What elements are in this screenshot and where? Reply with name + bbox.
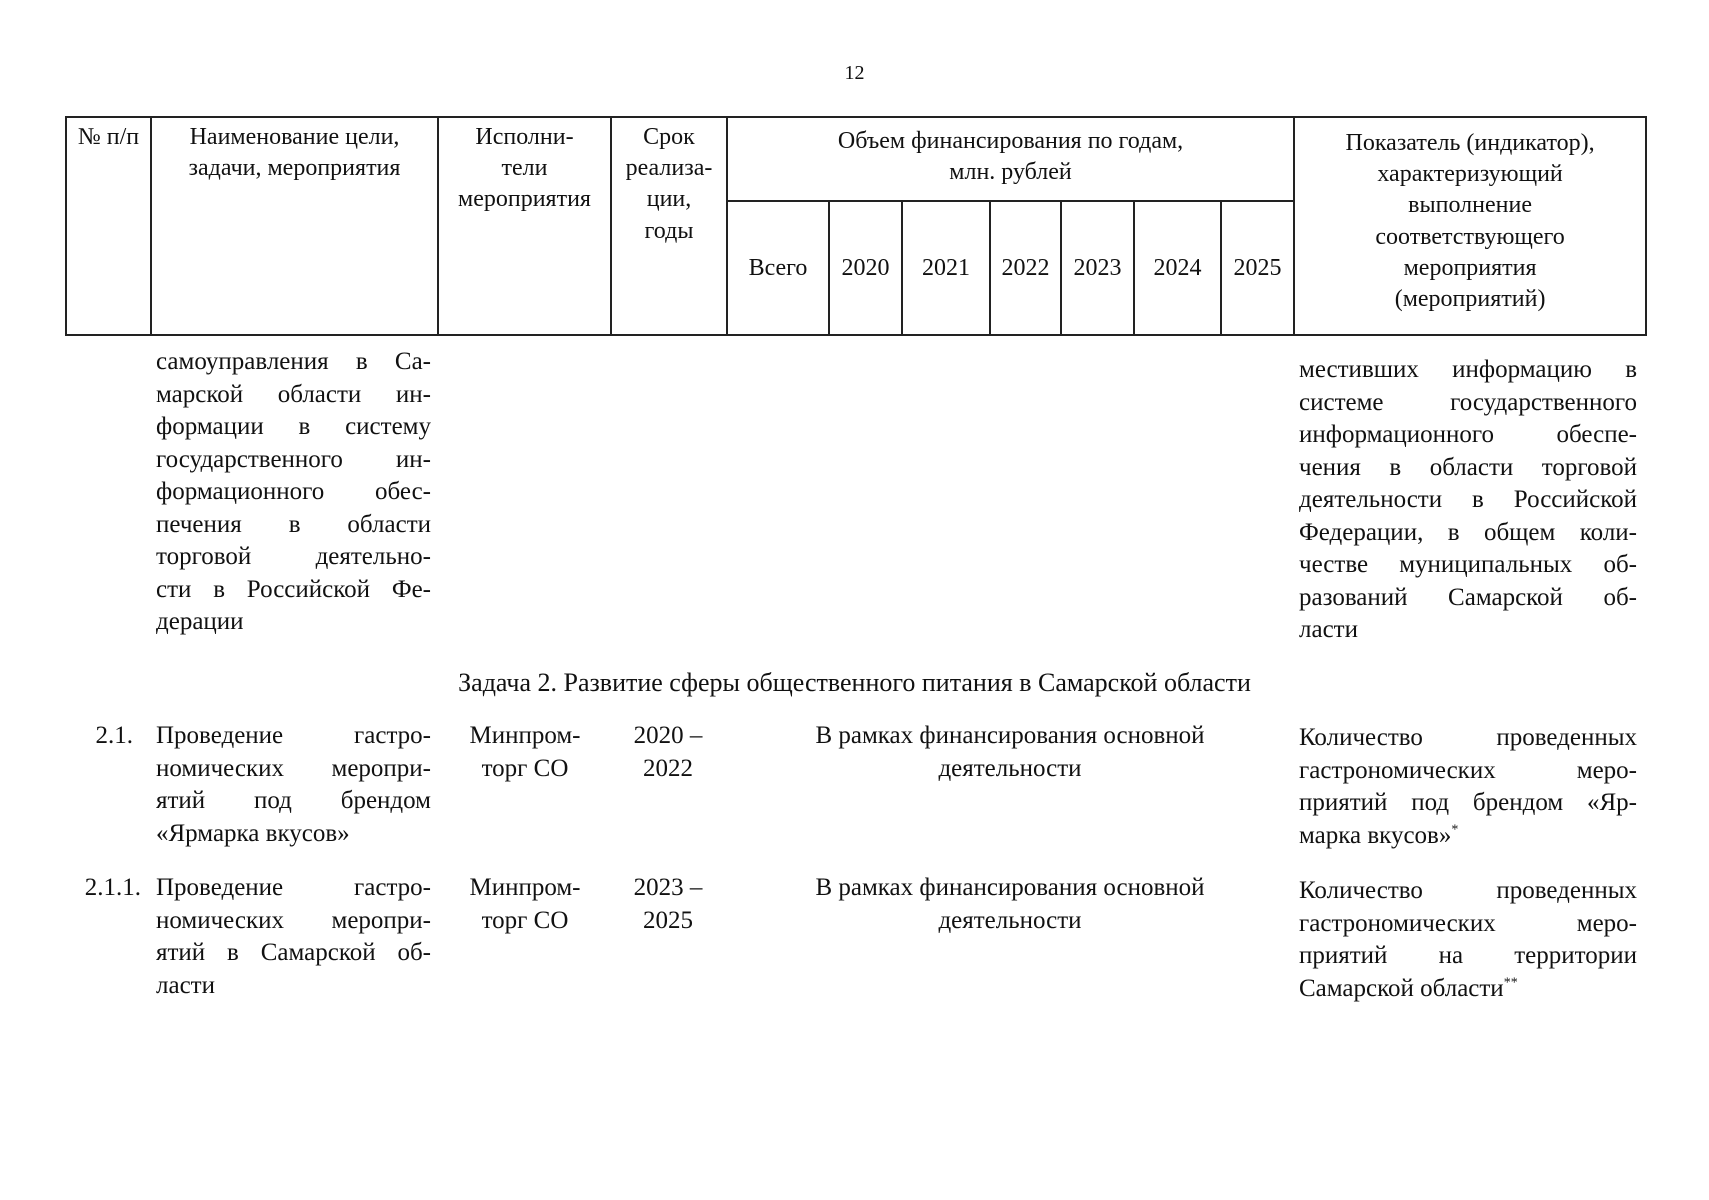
row-indicator: [1299, 875, 1637, 1005]
row-number: 2.1.1.: [84, 874, 141, 901]
header-year: 2022: [990, 201, 1061, 335]
footnote-mark: **: [1503, 975, 1518, 991]
text-line: деятельности в Российской: [1299, 486, 1637, 513]
text-line: марской области ин-: [156, 380, 431, 408]
text-line: государственного ин-: [156, 445, 431, 473]
text-line: дерации: [156, 608, 244, 635]
text-line: торговой деятельно-: [156, 543, 431, 570]
row-executor: Минпром- торг СО: [469, 874, 581, 934]
text-line: марка вкусов»: [1299, 821, 1452, 849]
text-line: информационного обеспе-: [1299, 421, 1637, 448]
header-year: 2021: [902, 201, 990, 335]
page-number: 12: [844, 62, 865, 84]
text-line: Количество проведенных: [1299, 724, 1637, 751]
text-line: местивших информацию в: [1299, 356, 1637, 383]
text-line: разований Самарской об-: [1299, 583, 1637, 611]
row-term: 2020 – 2022: [633, 722, 703, 782]
text-line: Проведение гастро-: [156, 874, 431, 901]
text-line: сти в Российской Фе-: [156, 575, 431, 603]
text-line: формационного обес-: [156, 478, 431, 505]
text-line: формации в систему: [156, 413, 431, 440]
text-line: гастрономических меро-: [1299, 756, 1637, 784]
task-title: Задача 2. Развитие сферы общественного питания в Самарской области: [458, 668, 1251, 697]
header-year: 2024: [1134, 201, 1221, 335]
text-line: номических меропри-: [156, 906, 431, 934]
header-year: 2023: [1061, 201, 1134, 335]
footnote-mark: *: [1451, 822, 1459, 838]
table-header: [65, 116, 1647, 336]
header-funding: Объем финансирования по годам, млн. рублей: [727, 117, 1294, 201]
header-total: Всего: [727, 201, 829, 335]
header-year: 2020: [829, 201, 902, 335]
header-num: № п/п: [66, 117, 151, 335]
text-line: гастрономических меро-: [1299, 909, 1637, 937]
row-funding: В рамках финансирования основной деятельности: [815, 722, 1205, 782]
row-term: 2023 – 2025: [633, 874, 703, 934]
text-line: приятий под брендом «Яр-: [1299, 789, 1637, 816]
text-line: ласти: [156, 971, 215, 999]
header-indicator: Показатель (индикатор), характеризующий выполнение соответствующего мероприятия (мероприятий): [1294, 117, 1646, 335]
text-line: чения в области торговой: [1299, 453, 1637, 481]
text-line: системе государственного: [1299, 388, 1637, 416]
text-line: приятий на территории: [1299, 942, 1637, 969]
row-name: [156, 872, 431, 1002]
text-line: Федерации, в общем коли-: [1299, 518, 1637, 546]
row-indicator: [1299, 722, 1637, 852]
text-line: номических меропри-: [156, 754, 431, 782]
header-executors: Исполни- тели мероприятия: [438, 117, 611, 335]
header-name: Наименование цели, задачи, мероприятия: [151, 117, 438, 335]
row-number: 2.1.: [95, 722, 133, 749]
text-line: ятий под брендом: [156, 787, 431, 814]
text-line: ятий в Самарской об-: [156, 939, 431, 966]
text-line: ласти: [1299, 616, 1358, 643]
continuation-indicator: [1299, 354, 1637, 647]
row-name: [156, 720, 431, 850]
text-line: печения в области: [156, 510, 431, 538]
text-line: «Ярмарка вкусов»: [156, 819, 350, 847]
text-line: самоуправления в Са-: [156, 348, 431, 375]
row-executor: Минпром- торг СО: [469, 722, 581, 782]
header-term: Срок реализа- ции, годы: [611, 117, 727, 335]
text-line: честве муниципальных об-: [1299, 551, 1637, 578]
continuation-name: [156, 346, 431, 639]
text-line: Количество проведенных: [1299, 877, 1637, 904]
text-line: Самарской области: [1299, 974, 1504, 1002]
text-line: Проведение гастро-: [156, 722, 431, 749]
header-year: 2025: [1221, 201, 1294, 335]
row-funding: В рамках финансирования основной деятельности: [815, 874, 1205, 934]
